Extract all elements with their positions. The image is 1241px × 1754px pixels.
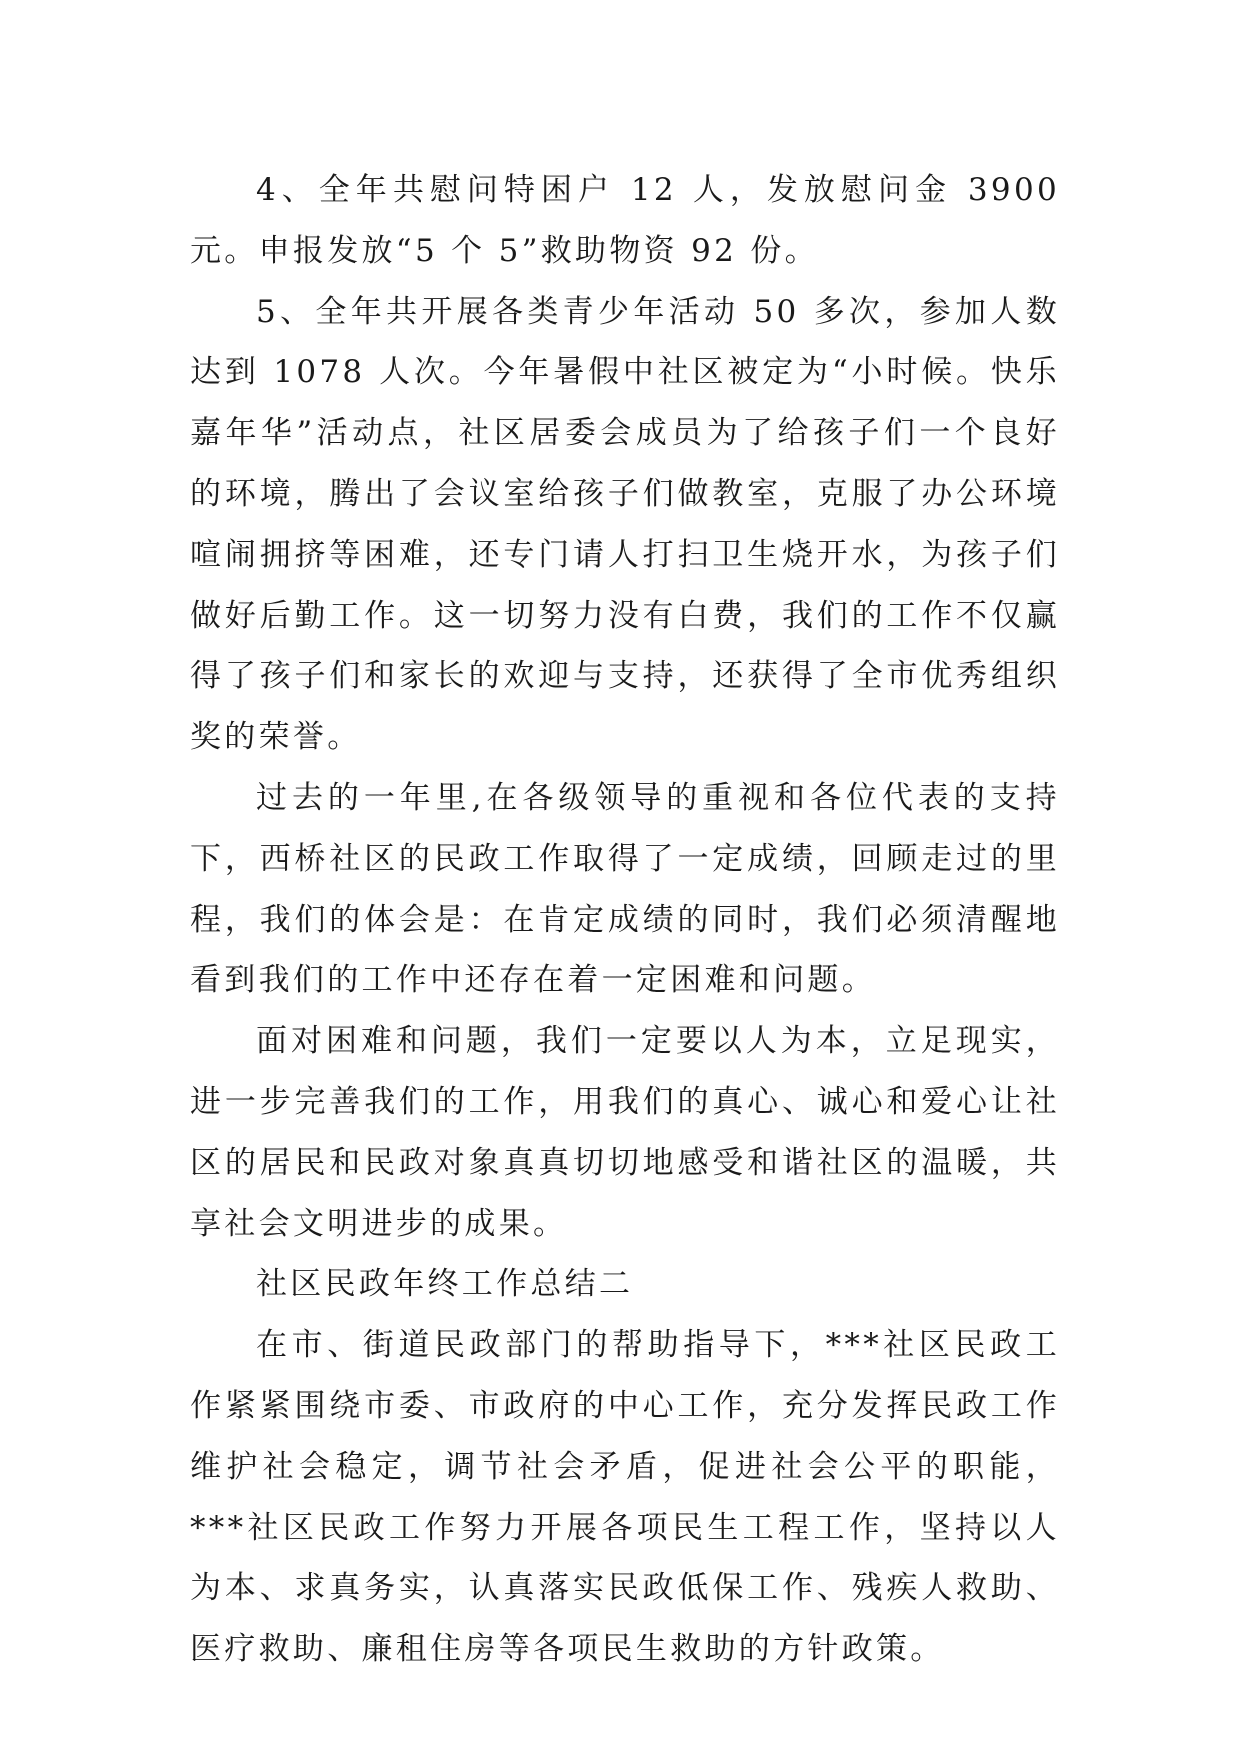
document-body (190, 160, 1060, 1680)
paragraph-section-two-intro: 在市、街道民政部门的帮助指导下，***社区民政工作紧紧围绕市委、市政府的中心工作，充分发挥民政工作维护社会稳定，调节社会矛盾，促进社会公平的职能，***社区民政工作努力开展各项民生工程工作，坚持以人为本、求真务实，认真落实民政低保工作、残疾人救助、医疗救助、廉租住房等各项民生救助的方针政策。 (190, 1327, 1060, 1668)
section-title: 社区民政年终工作总结二 (256, 1266, 634, 1303)
paragraph-future-outlook: 面对困难和问题，我们一定要以人为本，立足现实，进一步完善我们的工作，用我们的真心、诚心和爱心让社区的居民和民政对象真真切切地感受和谐社区的温暖，共享社会文明进步的成果。 (190, 1023, 1060, 1242)
paragraph-past-year-review: 过去的一年里,在各级领导的重视和各位代表的支持下，西桥社区的民政工作取得了一定成绩，回顾走过的里程，我们的体会是：在肯定成绩的同时，我们必须清醒地看到我们的工作中还存在着一定困难和问题。 (190, 779, 1060, 999)
paragraph-relief-households: 4、全年共慰问特困户 12 人，发放慰问金 3900 元。申报发放“5 个 5”救助物资 92 份。 (190, 172, 1060, 269)
paragraph-youth-activities: 5、全年共开展各类青少年活动 50 多次，参加人数达到 1078 人次。今年暑假中社区被定为“小时候。快乐嘉年华”活动点，社区居委会成员为了给孩子们一个良好的环境，腾出了会议室给孩子们做教室，克服了办公环境喧闹拥挤等困难，还专门请人打扫卫生烧开水，为孩子们做好后勤工作。这一切努力没有白费，我们的工作不仅赢得了孩子们和家长的欢迎与支持，还获得了全市优秀组织奖的荣誉。 (190, 293, 1061, 756)
